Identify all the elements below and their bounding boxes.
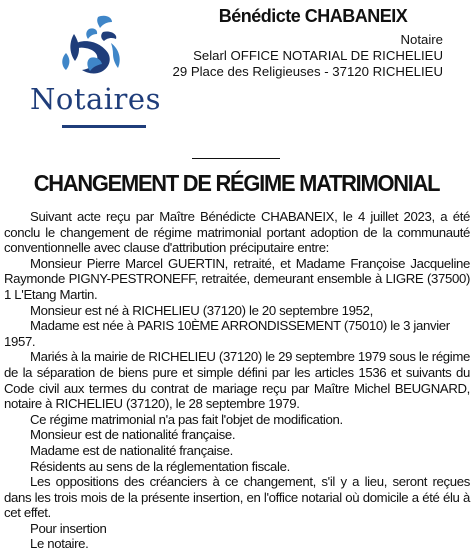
notice-title: CHANGEMENT DE RÉGIME MATRIMONIAL [33, 170, 440, 196]
logo-underline [62, 125, 146, 128]
logo-wordmark: Notaires [30, 82, 161, 116]
office-name: Selarl OFFICE NOTARIAL DE RICHELIEU [193, 48, 443, 63]
paragraph-for-insertion: Pour insertion [30, 520, 107, 536]
office-address: 29 Place des Religieuses - 37120 RICHELIEU [172, 64, 443, 79]
paragraph-marriage: Mariés à la mairie de RICHELIEU (37120) le 29 septembre 1979 sous le régime de la séparation de biens pure et simple défini par les articles 1536 et suivants du Code civil aux termes du contrat de mariage reçu par Maître Michel BEUGNARD, notaire à RICHELIEU (37120), le 28 septembre 1979. [4, 349, 470, 412]
paragraph-signature: Le notaire. [30, 536, 89, 552]
paragraph-husband-nationality: Monsieur est de nationalité française. [30, 427, 236, 443]
paragraph-parties: Monsieur Pierre Marcel GUERTIN, retraité, et Madame Françoise Jacqueline Raymonde PIGNY-PESTRONEFF, retraitée, demeurant ensemble à LIGRE (37500) 1 L'Etang Martin. [4, 255, 470, 302]
paragraph-no-modification: Ce régime matrimonial n'a pas fait l'objet de modification. [30, 411, 343, 427]
paragraph-oppositions: Les oppositions des créanciers à ce changement, s'il y a lieu, seront reçues dans les trois mois de la présente insertion, en l'office notarial où domicile a été élu à cet effet. [4, 474, 470, 521]
separator-line [192, 158, 280, 159]
notice-body [4, 209, 470, 552]
paragraph-tax-residency: Résidents au sens de la réglementation fiscale. [30, 458, 290, 474]
notary-title: Notaire [400, 32, 443, 47]
paragraph-wife-birth: Madame est née à PARIS 10ÈME ARRONDISSEMENT (75010) le 3 janvier 1957. [4, 318, 450, 349]
notary-name: Bénédicte CHABANEIX [218, 6, 408, 26]
paragraph-intro: Suivant acte reçu par Maître Bénédicte CHABANEIX, le 4 juillet 2023, a été conclu le changement de régime matrimonial portant adoption de la communauté conventionnelle avec clause d'attribution préciputaire entre: [4, 209, 470, 256]
paragraph-wife-nationality: Madame est de nationalité française. [30, 442, 233, 458]
notaires-logo-icon [56, 14, 128, 90]
paragraph-husband-birth: Monsieur est né à RICHELIEU (37120) le 20 septembre 1952, [30, 302, 373, 318]
office-header [143, 6, 443, 80]
